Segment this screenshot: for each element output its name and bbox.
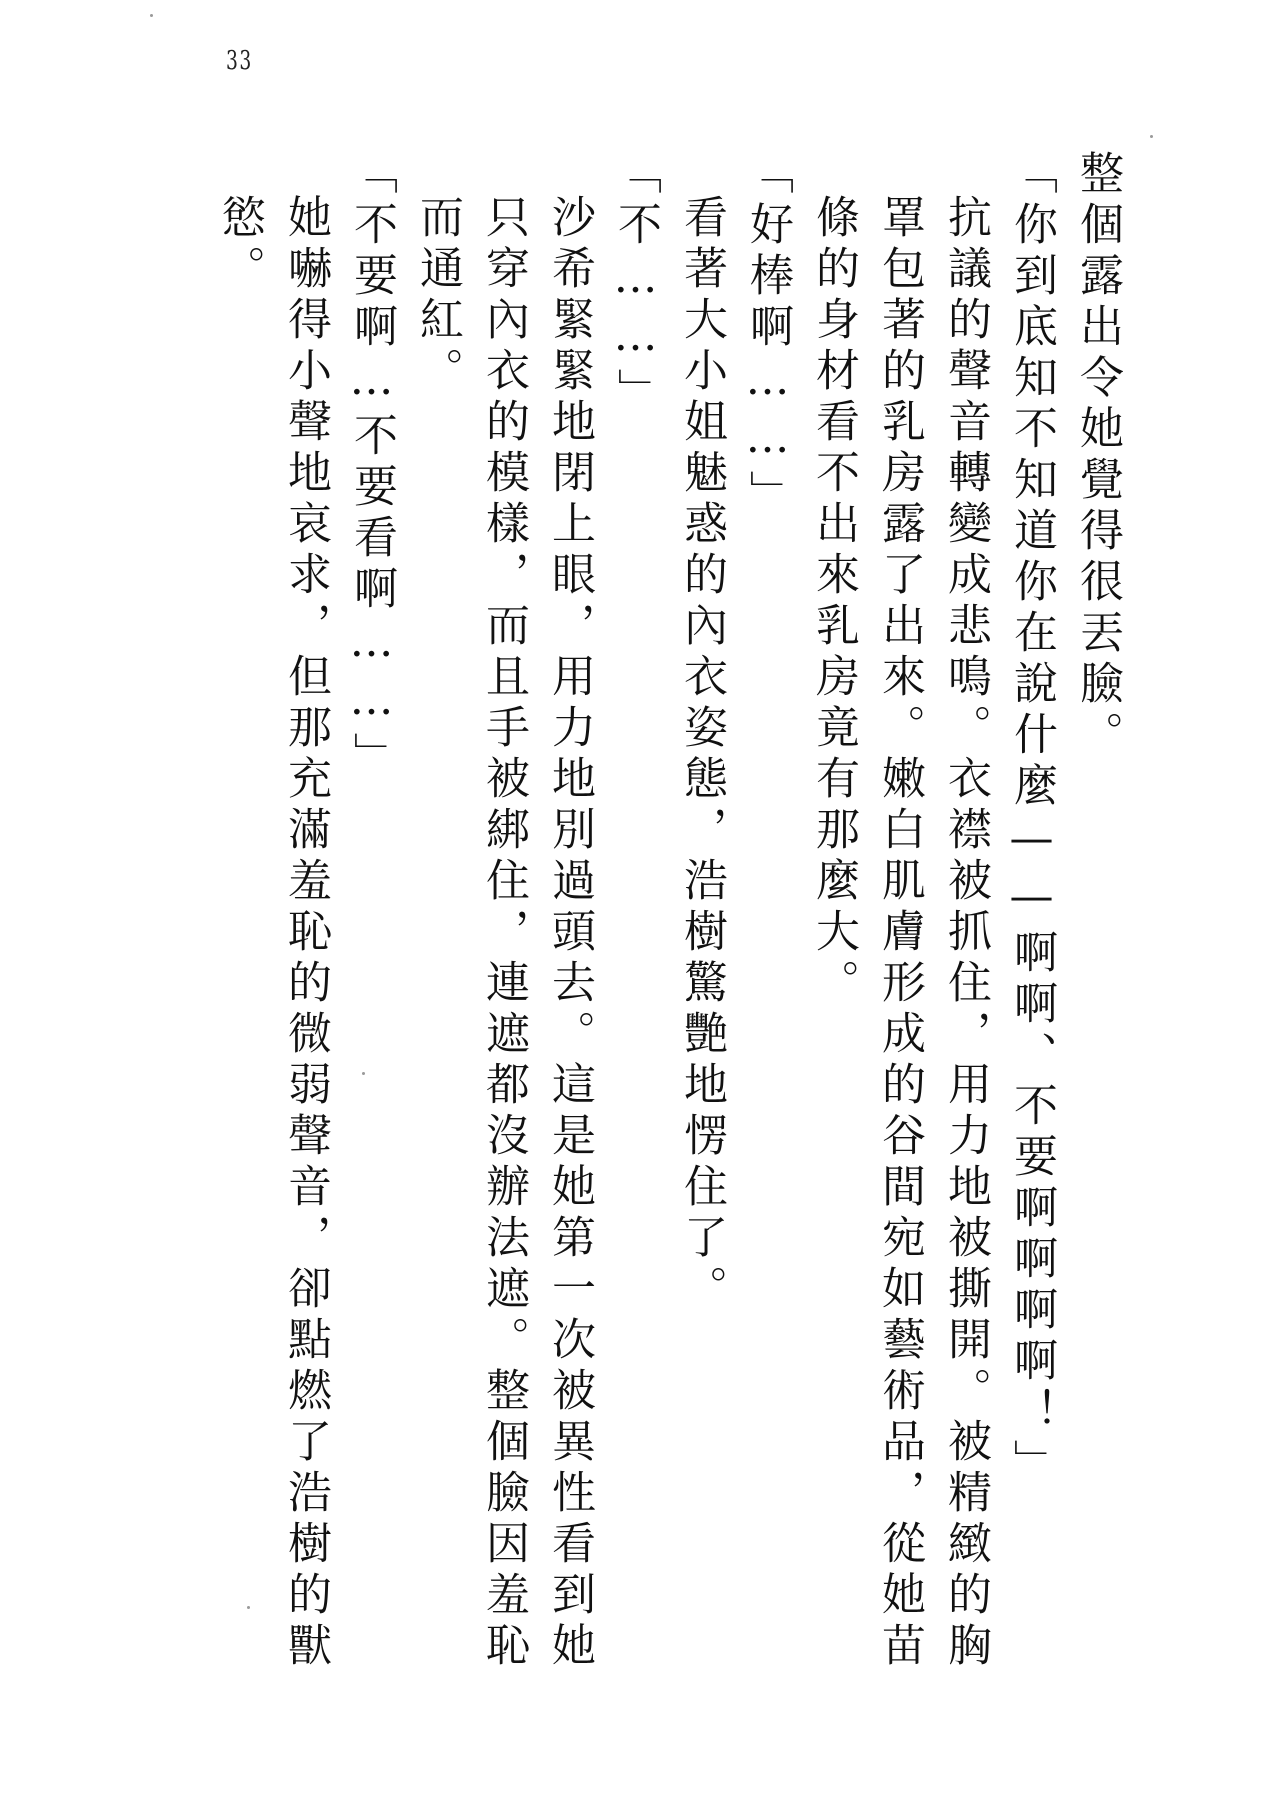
- body-text: [206, 150, 1130, 1710]
- scan-speck: [247, 1606, 250, 1609]
- paragraph-1: 整個露出令她覺得很丟臉。: [1072, 150, 1123, 762]
- paragraph-3: 抗議的聲音轉變成悲鳴。衣襟被抓住，用力地被撕開。被精緻的胸罩包著的乳房露了出來。嫩白肌膚形成的谷間宛如藝術品，從她苗條的身材看不出來乳房竟有那麼大。: [808, 194, 991, 1673]
- scan-speck: [362, 1072, 365, 1075]
- paragraph-6: 「不……」: [610, 150, 661, 419]
- scan-speck: [1150, 135, 1153, 138]
- paragraph-4: 「好棒啊……」: [742, 150, 793, 521]
- scan-speck: [150, 14, 153, 17]
- page-number: 33: [226, 46, 253, 76]
- paragraph-7: 沙希緊緊地閉上眼，用力地別過頭去。這是她第一次被異性看到她只穿內衣的模樣，而且手被綁住，連遮都沒辦法遮。整個臉因羞恥而通紅。: [412, 194, 595, 1673]
- paragraph-2: 「你到底知不知道你在說什麼——啊啊、不要啊啊啊啊！」: [1006, 150, 1057, 1490]
- paragraph-9: 她嚇得小聲地哀求，但那充滿羞恥的微弱聲音，卻點燃了浩樹的獸慾。: [214, 194, 331, 1673]
- paragraph-5: 看著大小姐魅惑的內衣姿態，浩樹驚艷地愣住了。: [676, 194, 727, 1316]
- paragraph-8: 「不要啊…不要看啊……」: [346, 150, 397, 783]
